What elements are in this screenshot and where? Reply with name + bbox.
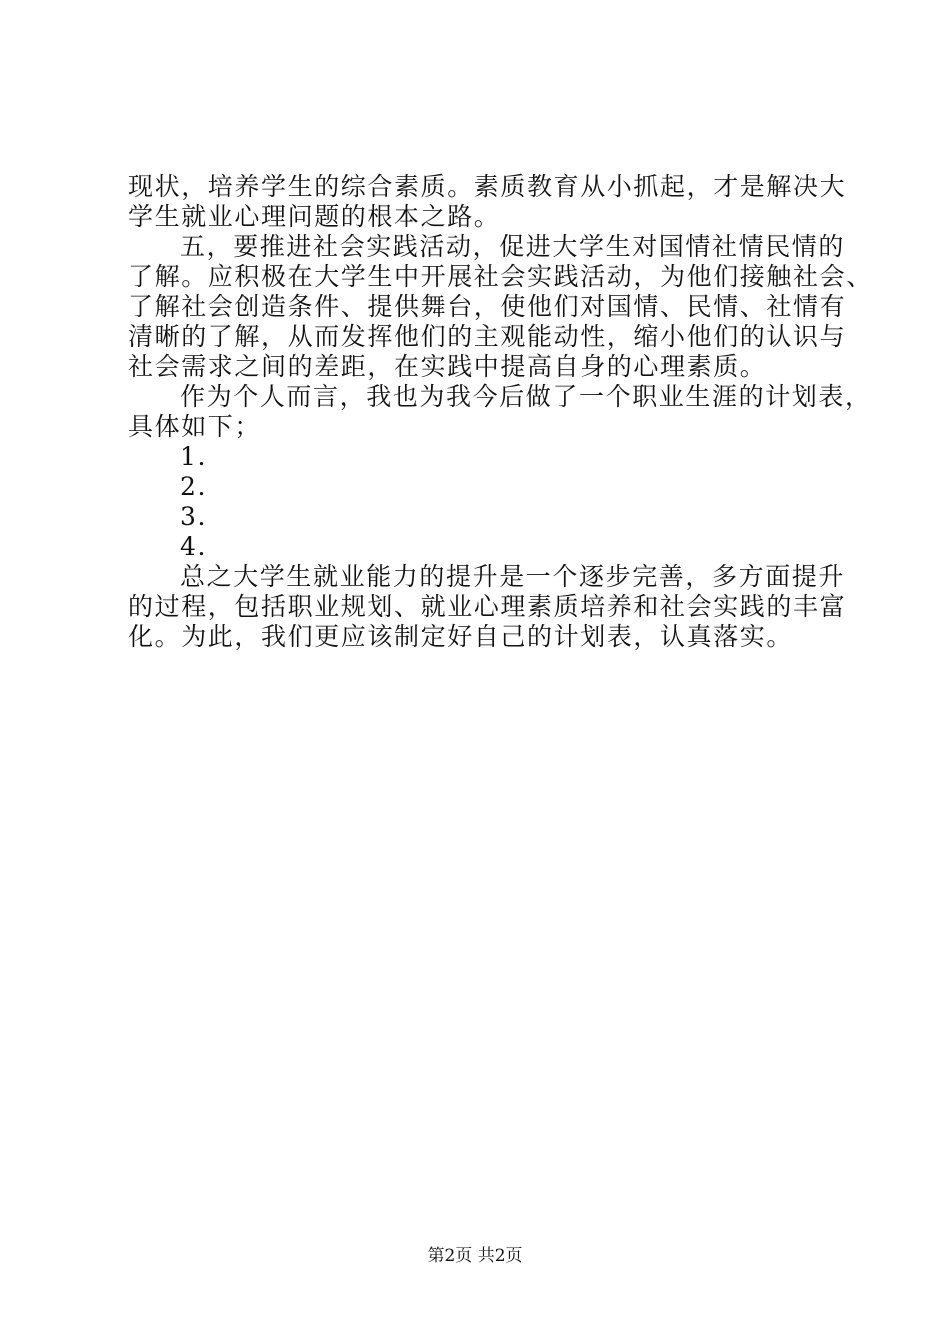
list-item-number: 3. — [180, 502, 208, 531]
paragraph-line: 了解社会创造条件、提供舞台，使他们对国情、民情、社情有 — [128, 292, 847, 321]
page-number: 第2页 共2页 — [427, 1246, 523, 1266]
list-item-number: 4. — [180, 532, 208, 561]
document-body — [128, 172, 873, 652]
page-footer — [0, 1245, 950, 1267]
paragraph-line: 五，要推进社会实践活动，促进大学生对国情社情民情的 — [180, 232, 846, 261]
paragraph-line: 的过程，包括职业规划、就业心理素质培养和社会实践的丰富 — [128, 592, 847, 621]
paragraph-line: 现状，培养学生的综合素质。素质教育从小抓起，才是解决大 — [128, 172, 847, 201]
paragraph-line: 了解。应积极在大学生中开展社会实践活动，为他们接触社会、 — [128, 262, 873, 291]
list-item-number: 2. — [180, 472, 208, 501]
paragraph-line: 社会需求之间的差距，在实践中提高自身的心理素质。 — [128, 352, 767, 381]
paragraph-line: 化。为此，我们更应该制定好自己的计划表，认真落实。 — [128, 622, 794, 651]
list-item-number: 1. — [180, 442, 208, 471]
paragraph-line: 作为个人而言，我也为我今后做了一个职业生涯的计划表， — [180, 382, 872, 411]
paragraph-line: 总之大学生就业能力的提升是一个逐步完善，多方面提升 — [180, 562, 846, 591]
paragraph-line: 清晰的了解，从而发挥他们的主观能动性，缩小他们的认识与 — [128, 322, 847, 351]
paragraph-line: 学生就业心理问题的根本之路。 — [128, 202, 501, 231]
paragraph-line: 具体如下； — [128, 412, 262, 441]
